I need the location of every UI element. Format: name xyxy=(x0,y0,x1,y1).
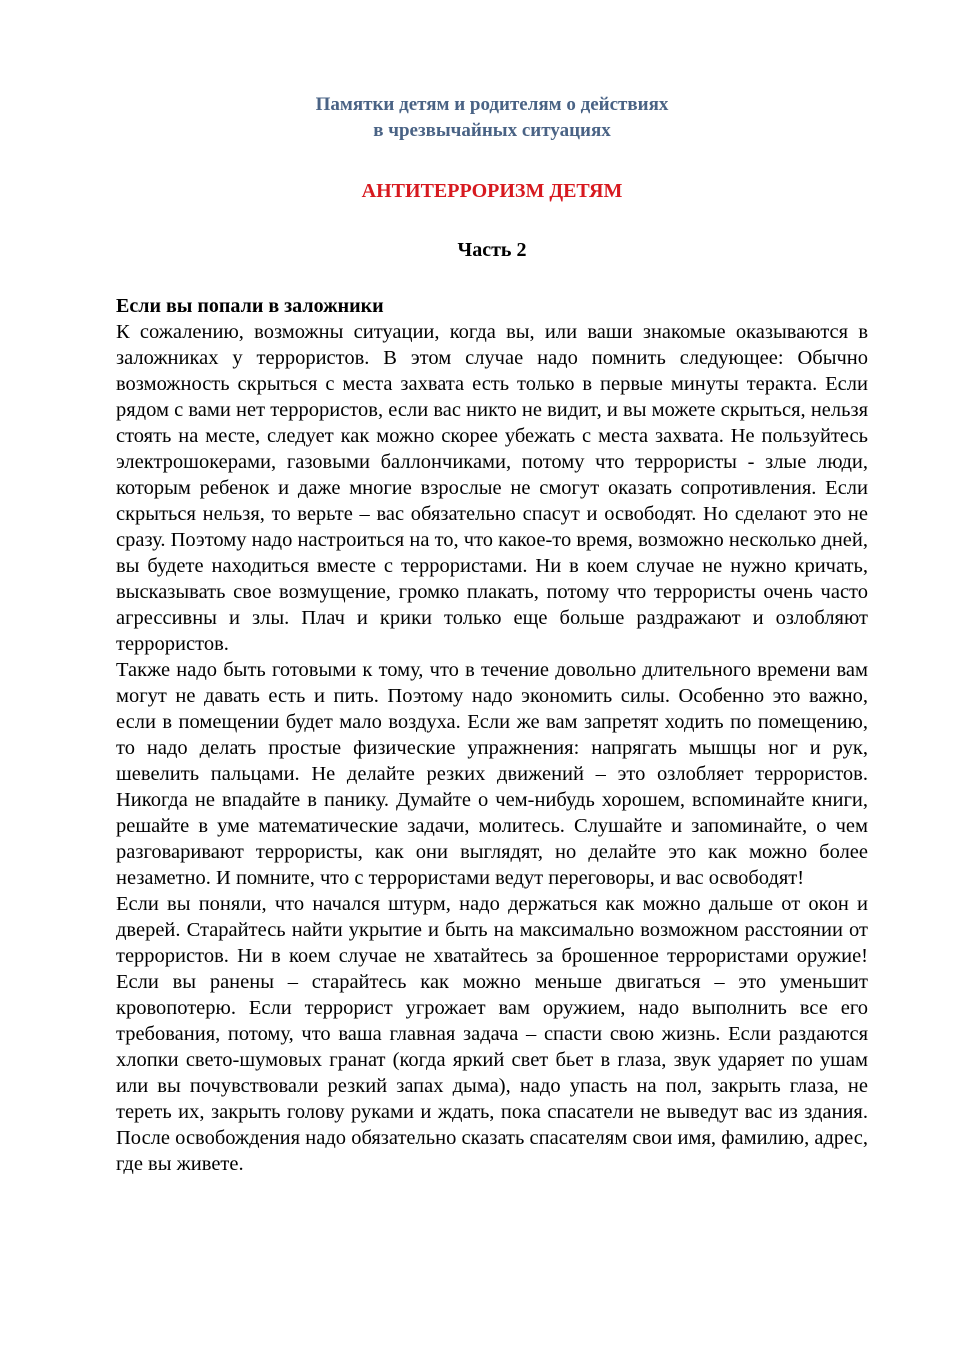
document-page xyxy=(116,92,868,1177)
paragraph-1: К сожалению, возможны ситуации, когда вы, или ваши знакомые оказываются в заложниках у террористов. В этом случае надо помнить следующее: Обычно возможность скрыться с места захвата есть только в первые минуты теракта. Если рядом с вами нет террористов, если вас никто не видит, и вы можете скрыться, нельзя стоять на месте, следует как можно скорее убежать с места захвата. Не пользуйтесь электрошокерами, газовыми баллончиками, потому что террористы - злые люди, которым ребенок и даже многие взрослые не смогут оказать сопротивления. Если скрыться нельзя, то верьте – вас обязательно спасут и освободят. Но сделают это не сразу. Поэтому надо настроиться на то, что какое-то время, возможно несколько дней, вы будете находиться вместе с террористами. Ни в коем случае не нужно кричать, высказывать свое возмущение, громко плакать, потому что террористы очень часто агрессивны и злы. Плач и крики только еще больше раздражают и озлобляют террористов. xyxy=(116,321,868,655)
paragraph-3: Если вы поняли, что начался штурм, надо держаться как можно дальше от окон и дверей. Старайтесь найти укрытие и быть на максимально возможном расстоянии от террористов. Ни в коем случае не хватайтесь за брошенное террористами оружие! Если вы ранены – старайтесь как можно меньше двигаться – это уменьшит кровопотерю. Если террорист угрожает вам оружием, надо выполнить все его требования, потому, что ваша главная задача – спасти свою жизнь. Если раздаются хлопки свето-шумовых гранат (когда яркий свет бьет в глаза, звук ударяет по ушам или вы почувствовали резкий запах дыма), надо упасть на пол, закрыть глаза, не тереть их, закрыть голову руками и ждать, пока спасатели не выведут вас из здания. После освобождения надо обязательно сказать спасателям свои имя, фамилию, адрес, где вы живете. xyxy=(116,893,868,1175)
part-title: Часть 2 xyxy=(457,239,527,261)
document-header-line-1: Памятки детям и родителям о действиях xyxy=(315,94,669,115)
document-title: АНТИТЕРРОРИЗМ ДЕТЯМ xyxy=(361,180,623,202)
section-title: Если вы попали в заложники xyxy=(116,295,384,317)
paragraph-2: Также надо быть готовыми к тому, что в течение довольно длительного времени вам могут не давать есть и пить. Поэтому надо экономить силы. Особенно это важно, если в помещении будет мало воздуха. Если же вам запретят ходить по помещению, то надо делать простые физические упражнения: напрягать мышцы ног и рук, шевелить пальцами. Не делайте резких движений – это озлобляет террористов. Никогда не впадайте в панику. Думайте о чем-нибудь хорошем, вспоминайте книги, решайте в уме математические задачи, молитесь. Слушайте и запоминайте, о чем разговаривают террористы, как они выглядят, но делайте это как можно более незаметно. И помните, что с террористами ведут переговоры, и вас освободят! xyxy=(116,659,868,889)
document-header-line-2: в чрезвычайных ситуациях xyxy=(373,120,611,141)
